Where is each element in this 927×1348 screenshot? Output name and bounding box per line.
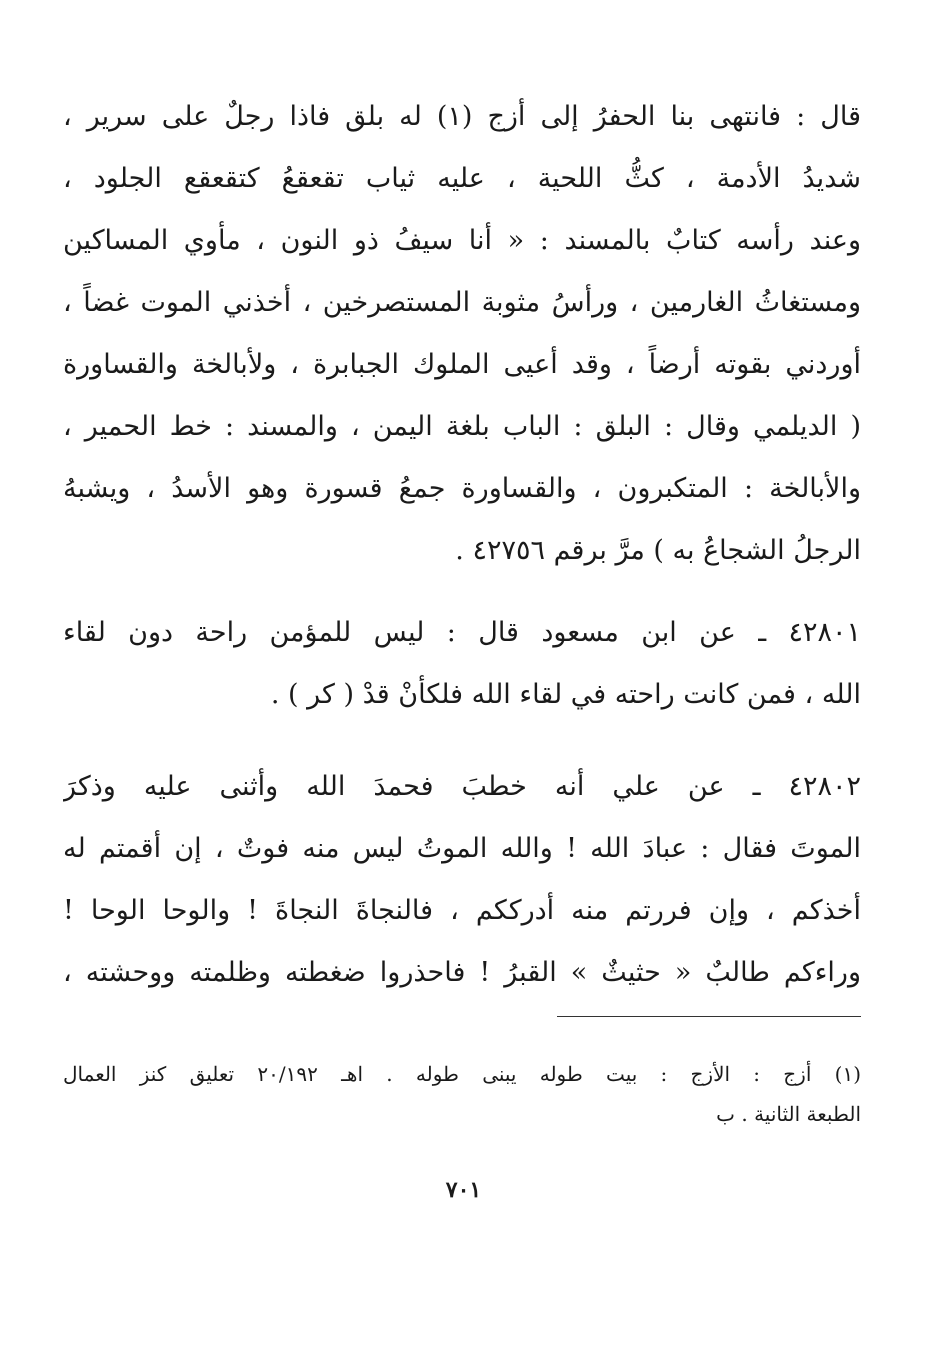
text-line: ٤٢٨٠١ ـ عن ابن مسعود قال : ليس للمؤمن راحة دون لقاء bbox=[63, 617, 861, 648]
text-line: ومستغاثُ الغارمين ، ورأسُ مثوبة المستصرخين ، أخذني الموت غضاً ، bbox=[63, 287, 861, 318]
paragraph-hadith-42802 bbox=[63, 756, 861, 1004]
paragraph-hadith-42801 bbox=[63, 602, 861, 726]
footnote-line: الطبعة الثانية . ب bbox=[716, 1102, 861, 1126]
text-line: أوردني بقوته أرضاً ، وقد أعيى الملوك الجبابرة ، ولأبالخة والقساورة bbox=[63, 349, 861, 380]
text-line: الموتَ فقال : عبادَ الله ! والله الموتُ ليس منه فوتٌ ، إن أقمتم له bbox=[63, 833, 861, 864]
paragraph-story-continuation bbox=[63, 86, 861, 582]
footnote-line: (١) أزج : الأزج : بيت طوله يبنى طوله . اهـ ٢٠/١٩٢ تعليق كنز العمال bbox=[63, 1062, 861, 1086]
footnote-divider bbox=[557, 1016, 861, 1017]
text-line: ٤٢٨٠٢ ـ عن علي أنه خطبَ فحمدَ الله وأثنى عليه وذكرَ bbox=[63, 771, 861, 802]
text-line: أخذكم ، وإن فررتم منه أدرككم ، فالنجاةَ النجاةَ ! والوحا الوحا ! bbox=[63, 895, 861, 926]
text-line: الله ، فمن كانت راحته في لقاء الله فلكأنْ قدْ ( كر ) . bbox=[270, 679, 861, 710]
text-line: شديدُ الأدمة ، كثُّ اللحية ، عليه ثياب تقعقعُ كتقعقع الجلود ، bbox=[63, 163, 861, 194]
text-line: الرجلُ الشجاعُ به ) مرَّ برقم ٤٢٧٥٦ . bbox=[455, 535, 861, 566]
text-line: وعند رأسه كتابٌ بالمسند : « أنا سيفُ ذو النون ، مأوي المساكين bbox=[63, 225, 861, 256]
text-line: وراءكم طالبٌ « حثيثٌ » القبرُ ! فاحذروا ضغطته وظلمته ووحشته ، bbox=[63, 957, 861, 988]
text-line: قال : فانتهى بنا الحفرُ إلى أزج (١) له بلق فاذا رجلٌ على سرير ، bbox=[63, 101, 861, 132]
text-line: والأبالخة : المتكبرون ، والقساورة جمعُ قسورة وهو الأسدُ ، ويشبهُ bbox=[63, 473, 861, 504]
text-line: ( الديلمي وقال : البلق : الباب بلغة اليمن ، والمسند : خط الحمير ، bbox=[63, 411, 861, 442]
page-number: ٧٠١ bbox=[445, 1177, 482, 1203]
footnote bbox=[63, 1054, 861, 1134]
